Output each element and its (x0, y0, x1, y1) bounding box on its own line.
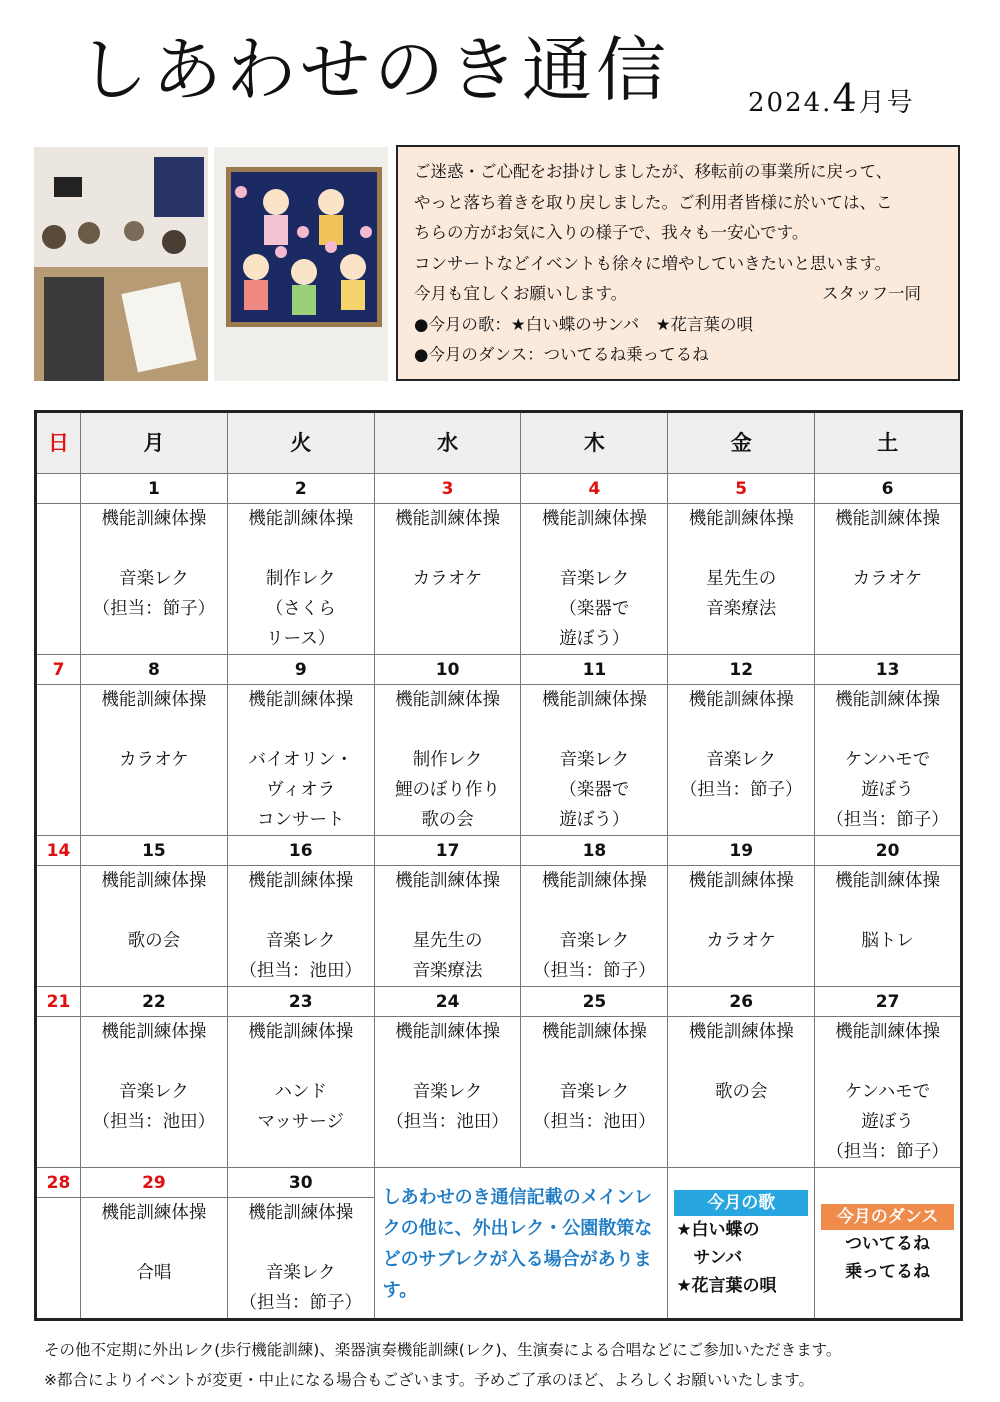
song-title: サンバ (676, 1247, 743, 1268)
activity-text: 遊ぼう） (559, 810, 630, 830)
activity-text: 機能訓練体操 (101, 1203, 207, 1223)
activity-text (521, 896, 667, 926)
activity-text: （担当：池田） (239, 961, 362, 981)
activity-text (668, 715, 814, 745)
day-number: 8 (81, 655, 228, 685)
day-number: 27 (815, 987, 962, 1017)
dance-box-label: 今月のダンス (821, 1204, 954, 1230)
activity-text (668, 896, 814, 926)
day-activities (227, 685, 374, 836)
activity-text: バイオリン・ (248, 750, 353, 770)
weekday-header: 月 (81, 412, 228, 474)
song-box (668, 1168, 815, 1320)
sunday-date: 21 (36, 987, 81, 1017)
activity-photo (34, 147, 208, 381)
sunday-date: 7 (36, 655, 81, 685)
activity-text (81, 896, 227, 926)
activity-text: マッサージ (257, 1112, 344, 1132)
day-activities (81, 1017, 228, 1168)
activity-text: 歌の会 (127, 931, 181, 951)
activity-text: （さくら (265, 599, 336, 619)
song-title: ★白い蝶の (676, 1219, 760, 1240)
activity-text: 機能訓練体操 (541, 1022, 647, 1042)
activity-text: 合唱 (136, 1263, 172, 1283)
day-number: 23 (227, 987, 374, 1017)
day-number: 25 (521, 987, 668, 1017)
sunday-cell (36, 504, 81, 655)
activity-text (228, 896, 374, 926)
song-title: ★花言葉の唄 (676, 1275, 777, 1296)
weekday-header: 火 (227, 412, 374, 474)
activity-text (668, 534, 814, 564)
activity-text: 歌の会 (421, 810, 474, 830)
activity-calendar (34, 410, 963, 1321)
day-activities (374, 866, 521, 987)
day-number: 20 (815, 836, 962, 866)
activity-text: カラオケ (852, 569, 923, 589)
sunday-cell (36, 685, 81, 836)
day-number: 12 (668, 655, 815, 685)
activity-text (228, 715, 374, 745)
day-number: 10 (374, 655, 521, 685)
activity-text: 遊ぼう (861, 1112, 914, 1132)
activity-text (815, 534, 960, 564)
day-activities (374, 1017, 521, 1168)
activity-text: （担当：池田） (386, 1112, 509, 1132)
day-number: 17 (374, 836, 521, 866)
day-number: 3 (374, 474, 521, 504)
activity-text: 機能訓練体操 (101, 1022, 207, 1042)
activity-text: 機能訓練体操 (395, 690, 501, 710)
message-box (396, 145, 960, 381)
activity-text: （担当：節子） (92, 599, 216, 619)
day-activities (815, 685, 962, 836)
activity-text (815, 715, 960, 745)
weekday-header: 金 (668, 412, 815, 474)
activity-row (36, 504, 962, 655)
activity-text: カラオケ (119, 750, 189, 770)
day-activities (374, 685, 521, 836)
activity-text: 音楽レク (559, 569, 630, 589)
activity-text: 制作レク (412, 750, 483, 770)
day-activities (227, 866, 374, 987)
weekday-header: 木 (521, 412, 668, 474)
day-number: 29 (81, 1168, 228, 1198)
activity-text: 鯉のぼり作り (395, 780, 501, 800)
activity-text: （担当：節子） (826, 810, 949, 830)
day-number: 22 (81, 987, 228, 1017)
activity-text: 歌の会 (714, 1082, 768, 1102)
footer-note: その他不定期に外出レク(歩行機能訓練)、楽器演奏機能訓練(レク)、生演奏による合唱などにご参加いただきます。 (44, 1341, 842, 1359)
activity-row (36, 866, 962, 987)
day-number: 24 (374, 987, 521, 1017)
day-activities (81, 866, 228, 987)
issue-label: 2024.4月号 (748, 76, 915, 120)
wall-decoration-photo (214, 147, 388, 381)
activity-text: 音楽レク (119, 1082, 189, 1102)
activity-text: 音楽レク (559, 750, 630, 770)
message-line: ご迷惑・ご心配をお掛けしましたが、移転前の事業所に戻って、 (414, 162, 893, 181)
activity-text: （担当：節子） (826, 1142, 949, 1162)
day-activities (521, 685, 668, 836)
activity-text: ケンハモで (844, 1082, 931, 1102)
activity-text: ヴィオラ (266, 780, 336, 800)
activity-text (521, 715, 667, 745)
sunday-date: 28 (36, 1168, 81, 1198)
activity-text: （担当：節子） (533, 961, 656, 981)
activity-text: 星先生の (706, 569, 777, 589)
activity-text: 音楽レク (119, 569, 189, 589)
activity-text (375, 896, 521, 926)
activity-text: コンサート (256, 810, 345, 830)
activity-text: 音楽療法 (706, 599, 777, 619)
activity-text: 機能訓練体操 (101, 871, 207, 891)
day-number: 26 (668, 987, 815, 1017)
message-line: コンサートなどイベントも徐々に増やしていきたいと思います。 (414, 253, 892, 273)
weekday-header: 土 (815, 412, 962, 474)
day-number: 1 (81, 474, 228, 504)
weekday-header: 水 (374, 412, 521, 474)
activity-text: 機能訓練体操 (395, 509, 501, 529)
activity-text: 機能訓練体操 (248, 690, 354, 710)
activity-text: 機能訓練体操 (541, 690, 647, 710)
staff-signature: スタッフ一同 (822, 284, 921, 303)
day-activities (815, 1017, 962, 1168)
activity-text: 機能訓練体操 (835, 690, 941, 710)
activity-text: 機能訓練体操 (541, 509, 647, 529)
day-activities (521, 866, 668, 987)
activity-text (81, 715, 227, 745)
activity-text: ハンド (274, 1082, 327, 1102)
activity-text (228, 1228, 374, 1258)
activity-text (228, 534, 374, 564)
day-number: 2 (227, 474, 374, 504)
day-activities (521, 504, 668, 655)
activity-text: 音楽レク (265, 1263, 336, 1283)
day-activities (668, 504, 815, 655)
dance-box (815, 1168, 962, 1320)
footer-note: ※都合によりイベントが変更・中止になる場合もございます。予めご了承のほど、よろしくお願いいたします。 (44, 1371, 815, 1389)
day-activities (81, 504, 228, 655)
day-number: 19 (668, 836, 815, 866)
date-row (36, 836, 962, 866)
activity-text (521, 534, 667, 564)
song-box-label: 今月の歌 (674, 1190, 808, 1216)
activity-text: 星先生の (412, 931, 483, 951)
weekday-header-row (36, 412, 962, 474)
activity-text: 機能訓練体操 (395, 871, 501, 891)
activity-text: 遊ぼう (861, 780, 914, 800)
day-number: 4 (521, 474, 668, 504)
day-activities (227, 1017, 374, 1168)
day-activities (81, 1198, 228, 1320)
activity-text: 機能訓練体操 (101, 509, 207, 529)
activity-text (81, 1228, 227, 1258)
activity-text: 機能訓練体操 (688, 871, 794, 891)
activity-text: 機能訓練体操 (688, 690, 794, 710)
activity-text: 遊ぼう） (559, 629, 630, 649)
dance-list (815, 1230, 960, 1286)
activity-text: （担当：池田） (533, 1112, 656, 1132)
activity-text: 音楽レク (265, 931, 336, 951)
activity-text: （担当：池田） (92, 1112, 216, 1132)
activity-text (375, 715, 521, 745)
day-number: 13 (815, 655, 962, 685)
activity-text (375, 534, 521, 564)
activity-text: （楽器で (559, 599, 630, 619)
day-number: 11 (521, 655, 668, 685)
activity-text (815, 896, 960, 926)
activity-text: 機能訓練体操 (248, 1022, 354, 1042)
day-activities (227, 1198, 374, 1320)
activity-text (81, 1047, 227, 1077)
activity-text: （担当：節子） (679, 780, 803, 800)
message-line: ちらの方がお気に入りの様子で、我々も一安心です。 (414, 223, 809, 242)
song-list (668, 1216, 814, 1300)
day-activities (521, 1017, 668, 1168)
message-line: やっと落ち着きを取り戻しました。ご利用者皆様に於いては、こ (414, 192, 893, 212)
day-number: 18 (521, 836, 668, 866)
day-number: 15 (81, 836, 228, 866)
day-activities (374, 504, 521, 655)
activity-text: 機能訓練体操 (688, 1022, 794, 1042)
activity-text: 音楽レク (559, 931, 630, 951)
activity-text: 機能訓練体操 (248, 1203, 354, 1223)
activity-text: 脳トレ (861, 931, 914, 951)
dance-title: ついてるね (845, 1233, 931, 1254)
activity-text: 機能訓練体操 (248, 509, 354, 529)
day-activities (815, 504, 962, 655)
activity-text: 音楽レク (412, 1082, 483, 1102)
day-activities (81, 685, 228, 836)
activity-text: 機能訓練体操 (688, 509, 794, 529)
activity-row (36, 1017, 962, 1168)
activity-text: （楽器で (559, 780, 630, 800)
activity-text: 機能訓練体操 (835, 1022, 941, 1042)
activity-text: 制作レク (265, 569, 336, 589)
date-row (36, 987, 962, 1017)
message-line: 今月も宜しくお願いします。 スタッフ一同 (414, 279, 944, 310)
day-activities (668, 685, 815, 836)
sunday-date: 14 (36, 836, 81, 866)
activity-text (228, 1047, 374, 1077)
newsletter-title: しあわせのき通信 (78, 29, 670, 111)
sunday-cell (36, 866, 81, 987)
activity-text: 音楽レク (706, 750, 777, 770)
day-number: 6 (815, 474, 962, 504)
activity-text (815, 1047, 960, 1077)
day-activities (668, 866, 815, 987)
activity-text: 機能訓練体操 (101, 690, 207, 710)
dance-of-month: ●今月のダンス：ついてるね乗ってるね (414, 345, 709, 364)
day-activities (227, 504, 374, 655)
activity-text: カラオケ (706, 931, 777, 951)
activity-text: 音楽レク (559, 1082, 630, 1102)
sunday-date (36, 474, 81, 504)
activity-text (668, 1047, 814, 1077)
date-row (36, 474, 962, 504)
song-of-month: ●今月の歌：★白い蝶のサンバ ★花言葉の唄 (414, 314, 754, 334)
activity-text: 機能訓練体操 (541, 871, 647, 891)
dance-title: 乗ってるね (845, 1261, 931, 1282)
activity-text: 機能訓練体操 (248, 871, 354, 891)
day-activities (668, 1017, 815, 1168)
activity-text: 機能訓練体操 (835, 871, 941, 891)
activity-text: （担当：節子） (239, 1293, 362, 1313)
sunday-cell (36, 1198, 81, 1320)
weekday-header: 日 (36, 412, 81, 474)
activity-text (375, 1047, 521, 1077)
day-number: 30 (227, 1168, 374, 1198)
day-number: 9 (227, 655, 374, 685)
activity-text: 音楽療法 (412, 961, 483, 981)
date-row (36, 1168, 962, 1198)
activity-text (521, 1047, 667, 1077)
activity-row (36, 685, 962, 836)
date-row (36, 655, 962, 685)
activity-text: 機能訓練体操 (395, 1022, 501, 1042)
sunday-cell (36, 1017, 81, 1168)
day-number: 5 (668, 474, 815, 504)
activity-text: ケンハモで (844, 750, 931, 770)
day-activities (815, 866, 962, 987)
sub-activity-note: しあわせのき通信記載のメインレクの他に、外出レク・公園散策などのサブレクが入る場合があります。 (374, 1168, 668, 1320)
activity-text: リース） (266, 629, 336, 649)
activity-text: カラオケ (412, 569, 483, 589)
day-number: 16 (227, 836, 374, 866)
activity-text: 機能訓練体操 (835, 509, 941, 529)
activity-text (81, 534, 227, 564)
